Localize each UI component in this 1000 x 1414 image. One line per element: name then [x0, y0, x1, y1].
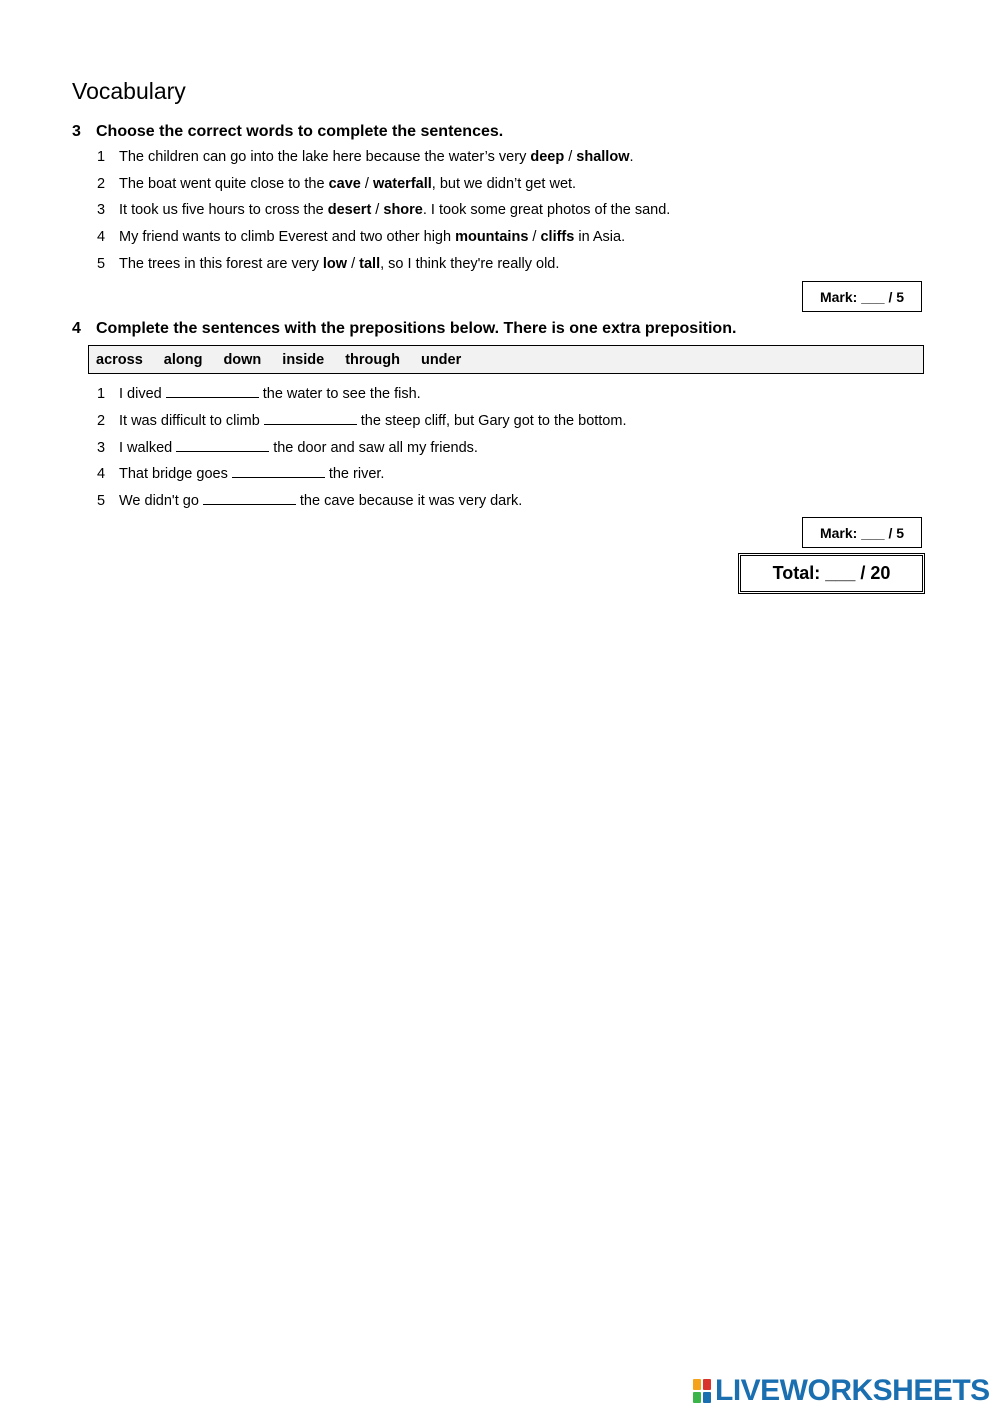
- section-3-heading: [72, 123, 503, 141]
- section-4-item-4: 4 That bridge goes the river.: [97, 466, 385, 482]
- section-3-item-1: 1 The children can go into the lake here because the water’s very deep / shallow.: [97, 149, 634, 165]
- answer-blank[interactable]: [203, 492, 296, 505]
- option-word[interactable]: cave: [328, 176, 361, 192]
- option-word[interactable]: shallow: [576, 149, 630, 165]
- option-word[interactable]: waterfall: [372, 176, 432, 192]
- section-3-instruction: Choose the correct words to complete the sentences.: [96, 123, 504, 140]
- section-4-item-1: 1 I dived the water to see the fish.: [97, 386, 421, 402]
- section-3-item-5: 5 The trees in this forest are very low / tall, so I think they're really old.: [97, 256, 560, 272]
- option-word[interactable]: desert: [327, 202, 372, 218]
- word-across: across: [96, 351, 143, 368]
- answer-blank[interactable]: [264, 412, 357, 425]
- section-4-number: 4: [72, 320, 81, 337]
- page-title: Vocabulary: [72, 78, 186, 104]
- logo-square-icon: [693, 1379, 701, 1390]
- logo-text: LIVEWORKSHEETS: [715, 1374, 990, 1407]
- section-3-item-3: 3 It took us five hours to cross the desert / shore. I took some great photos of the sand.: [97, 202, 671, 218]
- option-word[interactable]: mountains: [455, 229, 529, 245]
- section-3-number: 3: [72, 123, 81, 140]
- section-3-item-2: 2 The boat went quite close to the cave / waterfall, but we didn’t get wet.: [97, 176, 577, 192]
- answer-blank[interactable]: [232, 465, 325, 478]
- logo-icon: [692, 1378, 712, 1404]
- option-word[interactable]: deep: [530, 149, 565, 165]
- logo-square-icon: [703, 1379, 711, 1390]
- section-4-heading: [72, 320, 736, 338]
- word-inside: inside: [282, 351, 325, 368]
- word-down: down: [223, 351, 262, 368]
- option-word[interactable]: cliffs: [540, 229, 575, 245]
- option-word[interactable]: low: [322, 256, 348, 272]
- liveworksheets-logo: [692, 1374, 990, 1408]
- section-4-instruction: Complete the sentences with the prepositions below. There is one extra preposition.: [96, 320, 737, 337]
- word-under: under: [420, 351, 462, 368]
- answer-blank[interactable]: [166, 385, 259, 398]
- answer-blank[interactable]: [176, 439, 269, 452]
- word-along: along: [163, 351, 203, 368]
- word-through: through: [345, 351, 400, 368]
- option-word[interactable]: shore: [383, 202, 423, 218]
- logo-square-icon: [693, 1392, 701, 1403]
- section-4-item-5: 5 We didn't go the cave because it was very dark.: [97, 493, 523, 509]
- preposition-word-box: [88, 345, 924, 374]
- section-4-item-3: 3 I walked the door and saw all my friends.: [97, 440, 478, 456]
- section-3-mark-box: Mark: ___ / 5: [802, 281, 922, 312]
- logo-square-icon: [703, 1392, 711, 1403]
- total-score-box: Total: ___ / 20: [738, 553, 925, 594]
- option-word[interactable]: tall: [359, 256, 381, 272]
- section-3-item-4: 4 My friend wants to climb Everest and two other high mountains / cliffs in Asia.: [97, 229, 626, 245]
- section-4-item-2: 2 It was difficult to climb the steep cliff, but Gary got to the bottom.: [97, 413, 627, 429]
- section-4-mark-box: Mark: ___ / 5: [802, 517, 922, 548]
